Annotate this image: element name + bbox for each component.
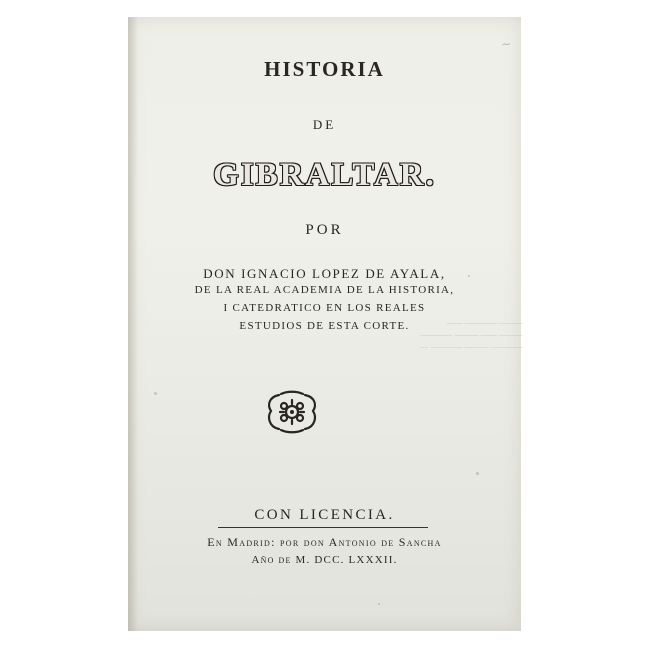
author-affiliation-1: DE LA REAL ACADEMIA DE LA HISTORIA, [194, 284, 455, 296]
pencil-annotation: ~ [500, 36, 512, 52]
author-affiliation-3: ESTUDIOS DE ESTA CORTE. [239, 320, 410, 332]
foxing-spot [476, 472, 479, 475]
author-affiliation-2: I CATEDRATICO EN LOS REALES [223, 302, 426, 314]
author-name: DON IGNACIO LOPEZ DE AYALA, [203, 266, 446, 281]
bleed-through-text: ——— ———— —— ——— —— ——— ———— ———— ——— ———— — [420, 318, 523, 352]
licencia-line: CON LICENCIA. [254, 507, 395, 523]
imprint-place-printer: En Madrid: por don Antonio de Sancha [207, 535, 442, 549]
imprint-rule [218, 527, 428, 528]
foxing-spot [378, 603, 380, 605]
title-de: DE [312, 117, 337, 132]
foxing-spot [154, 392, 157, 395]
title-historia: HISTORIA [264, 57, 385, 81]
title-por: POR [305, 222, 344, 238]
fleuron-ornament-icon [263, 389, 321, 435]
title-gibraltar: GIBRALTAR. [213, 157, 436, 193]
imprint-year: Año de M. DCC. LXXXII. [251, 554, 398, 566]
title-page [128, 17, 521, 631]
